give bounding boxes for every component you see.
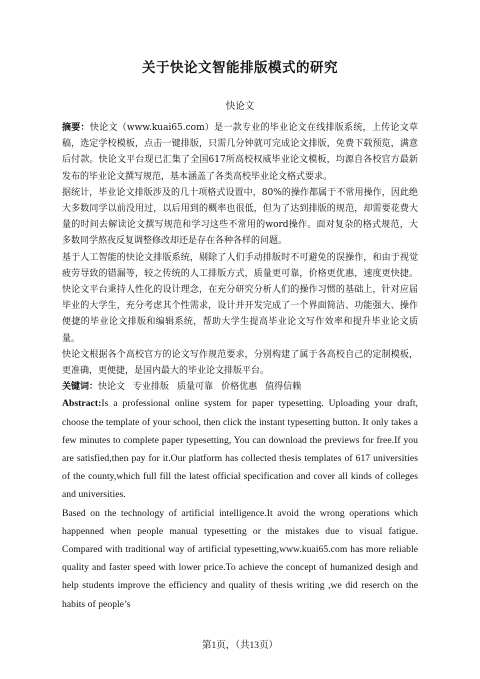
paragraph-en-technology: Based on the technology of artificial intelligence.It avoid the wrong operations which happenned when people manual typesetting or the mistakes due to visual fatigue. Compared with traditional way of artificial typesetting,www.kuai65.com has more reliable quality and faster speed with lower price.To achieve the concept of humanized desigh and help students improve the efficiency and quality of thesis writing ,we did reserch on the habits of people’s [62,507,418,610]
abstract-en-label: Abstract: [62,398,102,410]
abstract-en [62,395,418,504]
keywords [62,379,418,395]
paragraph-statistics: 据统计，毕业论文排版涉及的几十项格式设置中，80%的操作都属于不常用操作，因此绝大多数同学以前没用过，以后用到的概率也很低，但为了达到排版的规范，却需要花费大量的时间去解读论文撰写规范和学习这些不常用的word操作。面对复杂的格式规范，大多数同学熬夜反复调整修改却还是存在各种各样的问题。 [62,187,418,247]
abstract-cn-text: 快论文（www.kuai65.com）是一款专业的毕业论文在线排版系统，上传论文草稿，选定学校模板，点击一键排版，只需几分钟就可完成论文排版，免费下载预览，满意后付款。快论文平台现已汇集了全国617所高校权威毕业论文模板，均源自各校官方最新发布的毕业论文撰写规范，基本涵盖了各类高校毕业论文格式要求。 [62,123,418,182]
keyword-item: 值得信赖 [265,382,302,393]
abstract-cn-label: 摘要： [62,123,90,133]
keyword-item: 快论文 [98,382,126,393]
document-author: 快论文 [225,101,255,112]
keywords-label: 关键词： [62,382,99,393]
paragraph-ai-system: 基于人工智能的快论文排版系统，剔除了人们手动排版时不可避免的误操作，和由于视觉疲劳导致的错漏等，较之传统的人工排版方式，质量更可靠，价格更优惠，速度更快捷。快论文平台秉持人性化的设计理念，在充分研究分析人们的操作习惯的基础上，针对应届毕业的大学生，充分考虑其个性需求，设计并开发完成了一个界面简洁、功能强大、操作便捷的毕业论文排版和编辑系统，帮助大学生提高毕业论文写作效率和提升毕业论文质量。 [62,252,418,344]
document-title: 关于快论文智能排版模式的研究 [142,60,338,76]
keyword-item: 价格优惠 [221,382,258,393]
page-footer: 第1页，（共13页） [201,641,278,651]
paragraph-templates: 快论文根据各个高校官方的论文写作规范要求，分别构建了属于各高校自己的定制模板，更准确，更便捷，是国内最大的毕业论文排版平台。 [62,349,418,377]
abstract-cn [62,120,418,185]
keyword-item: 专业排版 [133,382,170,393]
abstract-en-text: Is a professional online system for paper typesetting. Uploading your draft, choose the template of your school, then click the instant typesetting button. It only takes a few minutes to complete paper typesetting, You can download the previews for free.If you are satisfied,then pay for it.Our platform has collected thesis templates of 617 universities of the county,which full fill the latest official specification and cover all kinds of colleges and universities. [62,398,418,501]
keyword-item: 质量可靠 [177,382,214,393]
